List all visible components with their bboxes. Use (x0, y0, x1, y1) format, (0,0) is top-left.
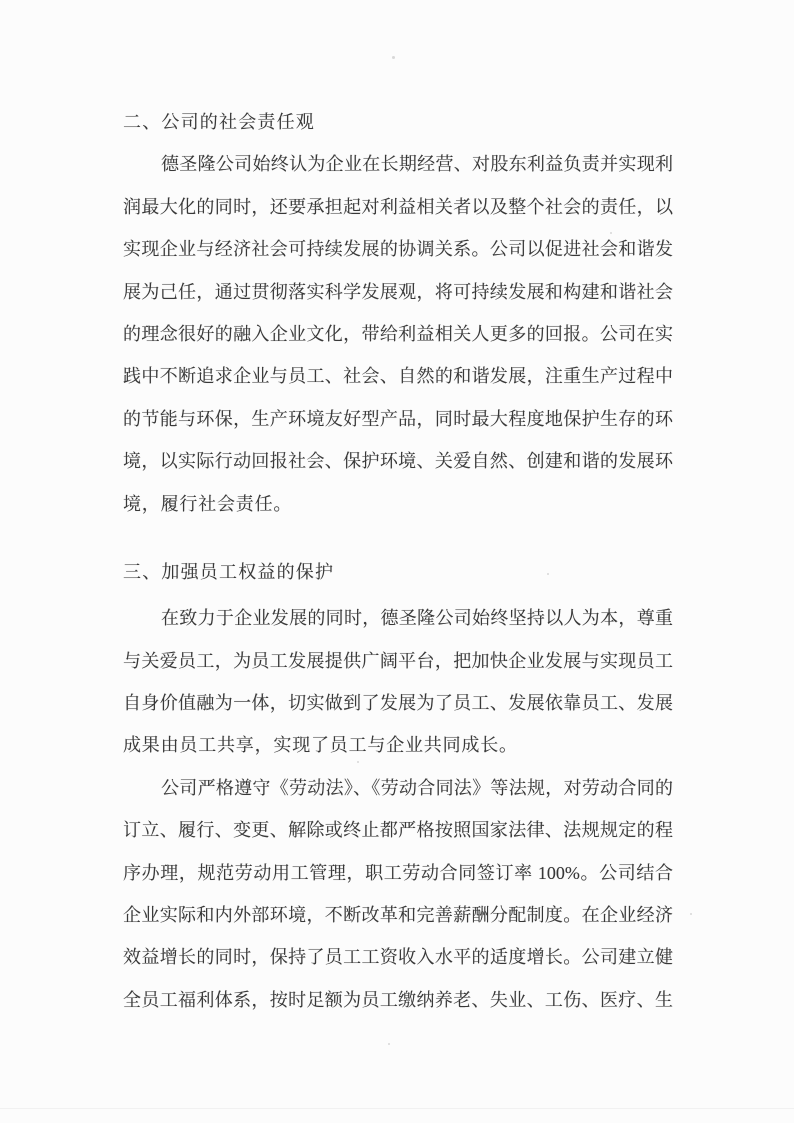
text-line: 成果由员工共享，实现了员工与企业共同成长。 (123, 735, 518, 756)
text-line: 境，以实际行动回报社会、保护环境、关爱自然、创建和谐的发展环 (123, 451, 673, 472)
scan-speck (690, 913, 692, 915)
text-line: 全员工福利体系，按时足额为员工缴纳养老、失业、工伤、医疗、生 (123, 989, 673, 1010)
scan-speck (547, 573, 549, 575)
text-line: 与关爱员工，为员工发展提供广阔平台，把加快企业发展与实现员工 (123, 650, 673, 671)
section-heading-social-responsibility: 二、公司的社会责任观 (123, 112, 315, 132)
text-line: 润最大化的同时，还要承担起对利益相关者以及整个社会的责任，以 (123, 196, 673, 217)
scan-speck (392, 56, 395, 59)
text-line: 践中不断追求企业与员工、社会、自然的和谐发展，注重生产过程中 (123, 366, 673, 387)
scan-speck (610, 232, 612, 234)
text-line: 展为己任，通过贯彻落实科学发展观，将可持续发展和构建和谐社会 (123, 281, 673, 302)
text-line: 境，履行社会责任。 (123, 493, 293, 514)
text-line: 企业实际和内外部环境，不断改革和完善薪酬分配制度。在企业经济 (123, 905, 673, 926)
text-line: 的理念很好的融入企业文化，带给利益相关人更多的回报。公司在实 (123, 323, 673, 344)
scan-speck (388, 1043, 390, 1045)
text-line: 自身价值融为一体，切实做到了发展为了员工、发展依靠员工、发展 (123, 693, 673, 714)
text-line: 公司严格遵守《劳动法》、《劳动合同法》等法规，对劳动合同的 (161, 777, 673, 798)
page-content (123, 101, 673, 1021)
text-line: 在致力于企业发展的同时，德圣隆公司始终坚持以人为本，尊重 (161, 608, 673, 629)
paragraph-labor-law-compliance (123, 767, 673, 1021)
text-line: 实现企业与经济社会可持续发展的协调关系。公司以促进社会和谐发 (123, 239, 673, 260)
text-line: 德圣隆公司始终认为企业在长期经营、对股东利益负责并实现利 (161, 154, 673, 175)
text-line: 序办理，规范劳动用工管理，职工劳动合同签订率 100%。公司结合 (123, 862, 673, 883)
scan-page-edge (0, 1108, 794, 1109)
text-line: 订立、履行、变更、解除或终止都严格按照国家法律、法规规定的程 (123, 820, 673, 841)
text-line: 效益增长的同时，保持了员工工资收入水平的适度增长。公司建立健 (123, 947, 673, 968)
paragraph-employee-care (123, 597, 673, 767)
section-heading-employee-rights: 三、加强员工权益的保护 (123, 561, 335, 582)
text-line: 的节能与环保，生产环境友好型产品，同时最大程度地保护生存的环 (123, 408, 673, 429)
scan-speck (357, 761, 359, 763)
paragraph-social-responsibility (123, 143, 673, 525)
